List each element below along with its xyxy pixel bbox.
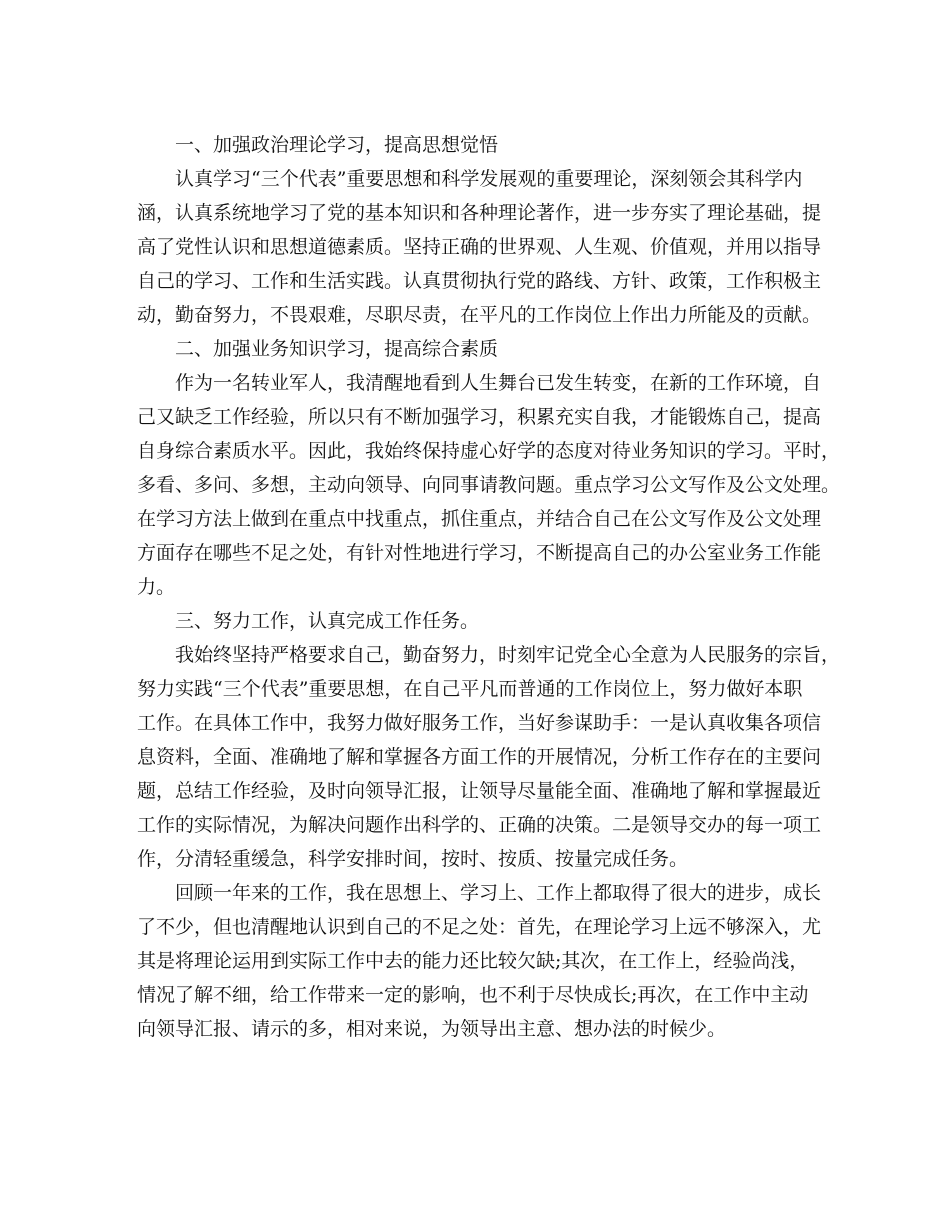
text-line: 认真学习“三个代表”重要思想和科学发展观的重要理论，深刻领会其科学内 [175,168,803,190]
text-line: 工作。在具体工作中，我努力做好服务工作，当好参谋助手：一是认真收集各项信 [137,712,822,734]
document-body [137,128,841,1046]
text-line: 作为一名转业军人，我清醒地看到人生舞台已发生转变，在新的工作环境，自 [175,372,822,394]
text-line: 其是将理论运用到实际工作中去的能力还比较欠缺;其次，在工作上，经验尚浅， [137,950,809,972]
text-line: 涵，认真系统地学习了党的基本知识和各种理论著作，进一步夯实了理论基础，提 [137,202,822,224]
text-line: 息资料，全面、准确地了解和掌握各方面工作的开展情况，分析工作存在的主要问 [137,746,822,768]
text-line: 自己的学习、工作和生活实践。认真贯彻执行党的路线、方针、政策，工作积极主 [137,270,822,292]
text-line: 向领导汇报、请示的多，相对来说，为领导出主意、想办法的时候少。 [137,1018,727,1040]
text-line: 多看、多问、多想，主动向领导、向同事请教问题。重点学习公文写作及公文处理。 [137,474,841,496]
text-line: 力。 [137,576,176,598]
text-line: 动，勤奋努力，不畏艰难，尽职尽责，在平凡的工作岗位上作出力所能及的贡献。 [137,304,822,326]
text-line: 努力实践“三个代表”重要思想，在自己平凡而普通的工作岗位上，努力做好本职 [137,678,803,700]
text-line: 情况了解不细，给工作带来一定的影响，也不利于尽快成长;再次，在工作中主动 [137,984,809,1006]
text-line: 一、加强政治理论学习，提高思想觉悟 [175,134,499,156]
text-line: 我始终坚持严格要求自己，勤奋努力，时刻牢记党全心全意为人民服务的宗旨， [175,644,841,666]
text-line: 在学习方法上做到在重点中找重点，抓住重点，并结合自己在公文写作及公文处理 [137,508,822,530]
text-line: 方面存在哪些不足之处，有针对性地进行学习，不断提高自己的办公室业务工作能 [137,542,822,564]
text-line: 高了党性认识和思想道德素质。坚持正确的世界观、人生观、价值观，并用以指导 [137,236,822,258]
text-line: 工作的实际情况，为解决问题作出科学的、正确的决策。二是领导交办的每一项工 [137,814,822,836]
text-line: 作，分清轻重缓急，科学安排时间，按时、按质、按量完成任务。 [137,848,689,870]
text-line: 三、努力工作，认真完成工作任务。 [175,610,480,632]
text-line: 自身综合素质水平。因此，我始终保持虚心好学的态度对待业务知识的学习。平时， [137,440,841,462]
text-line: 二、加强业务知识学习，提高综合素质 [175,338,499,360]
text-line: 回顾一年来的工作，我在思想上、学习上、工作上都取得了很大的进步，成长 [175,882,822,904]
text-line: 题，总结工作经验，及时向领导汇报，让领导尽量能全面、准确地了解和掌握最近 [137,780,822,802]
text-line: 己又缺乏工作经验，所以只有不断加强学习，积累充实自我，才能锻炼自己，提高 [137,406,822,428]
text-line: 了不少，但也清醒地认识到自己的不足之处：首先，在理论学习上远不够深入，尤 [137,916,822,938]
